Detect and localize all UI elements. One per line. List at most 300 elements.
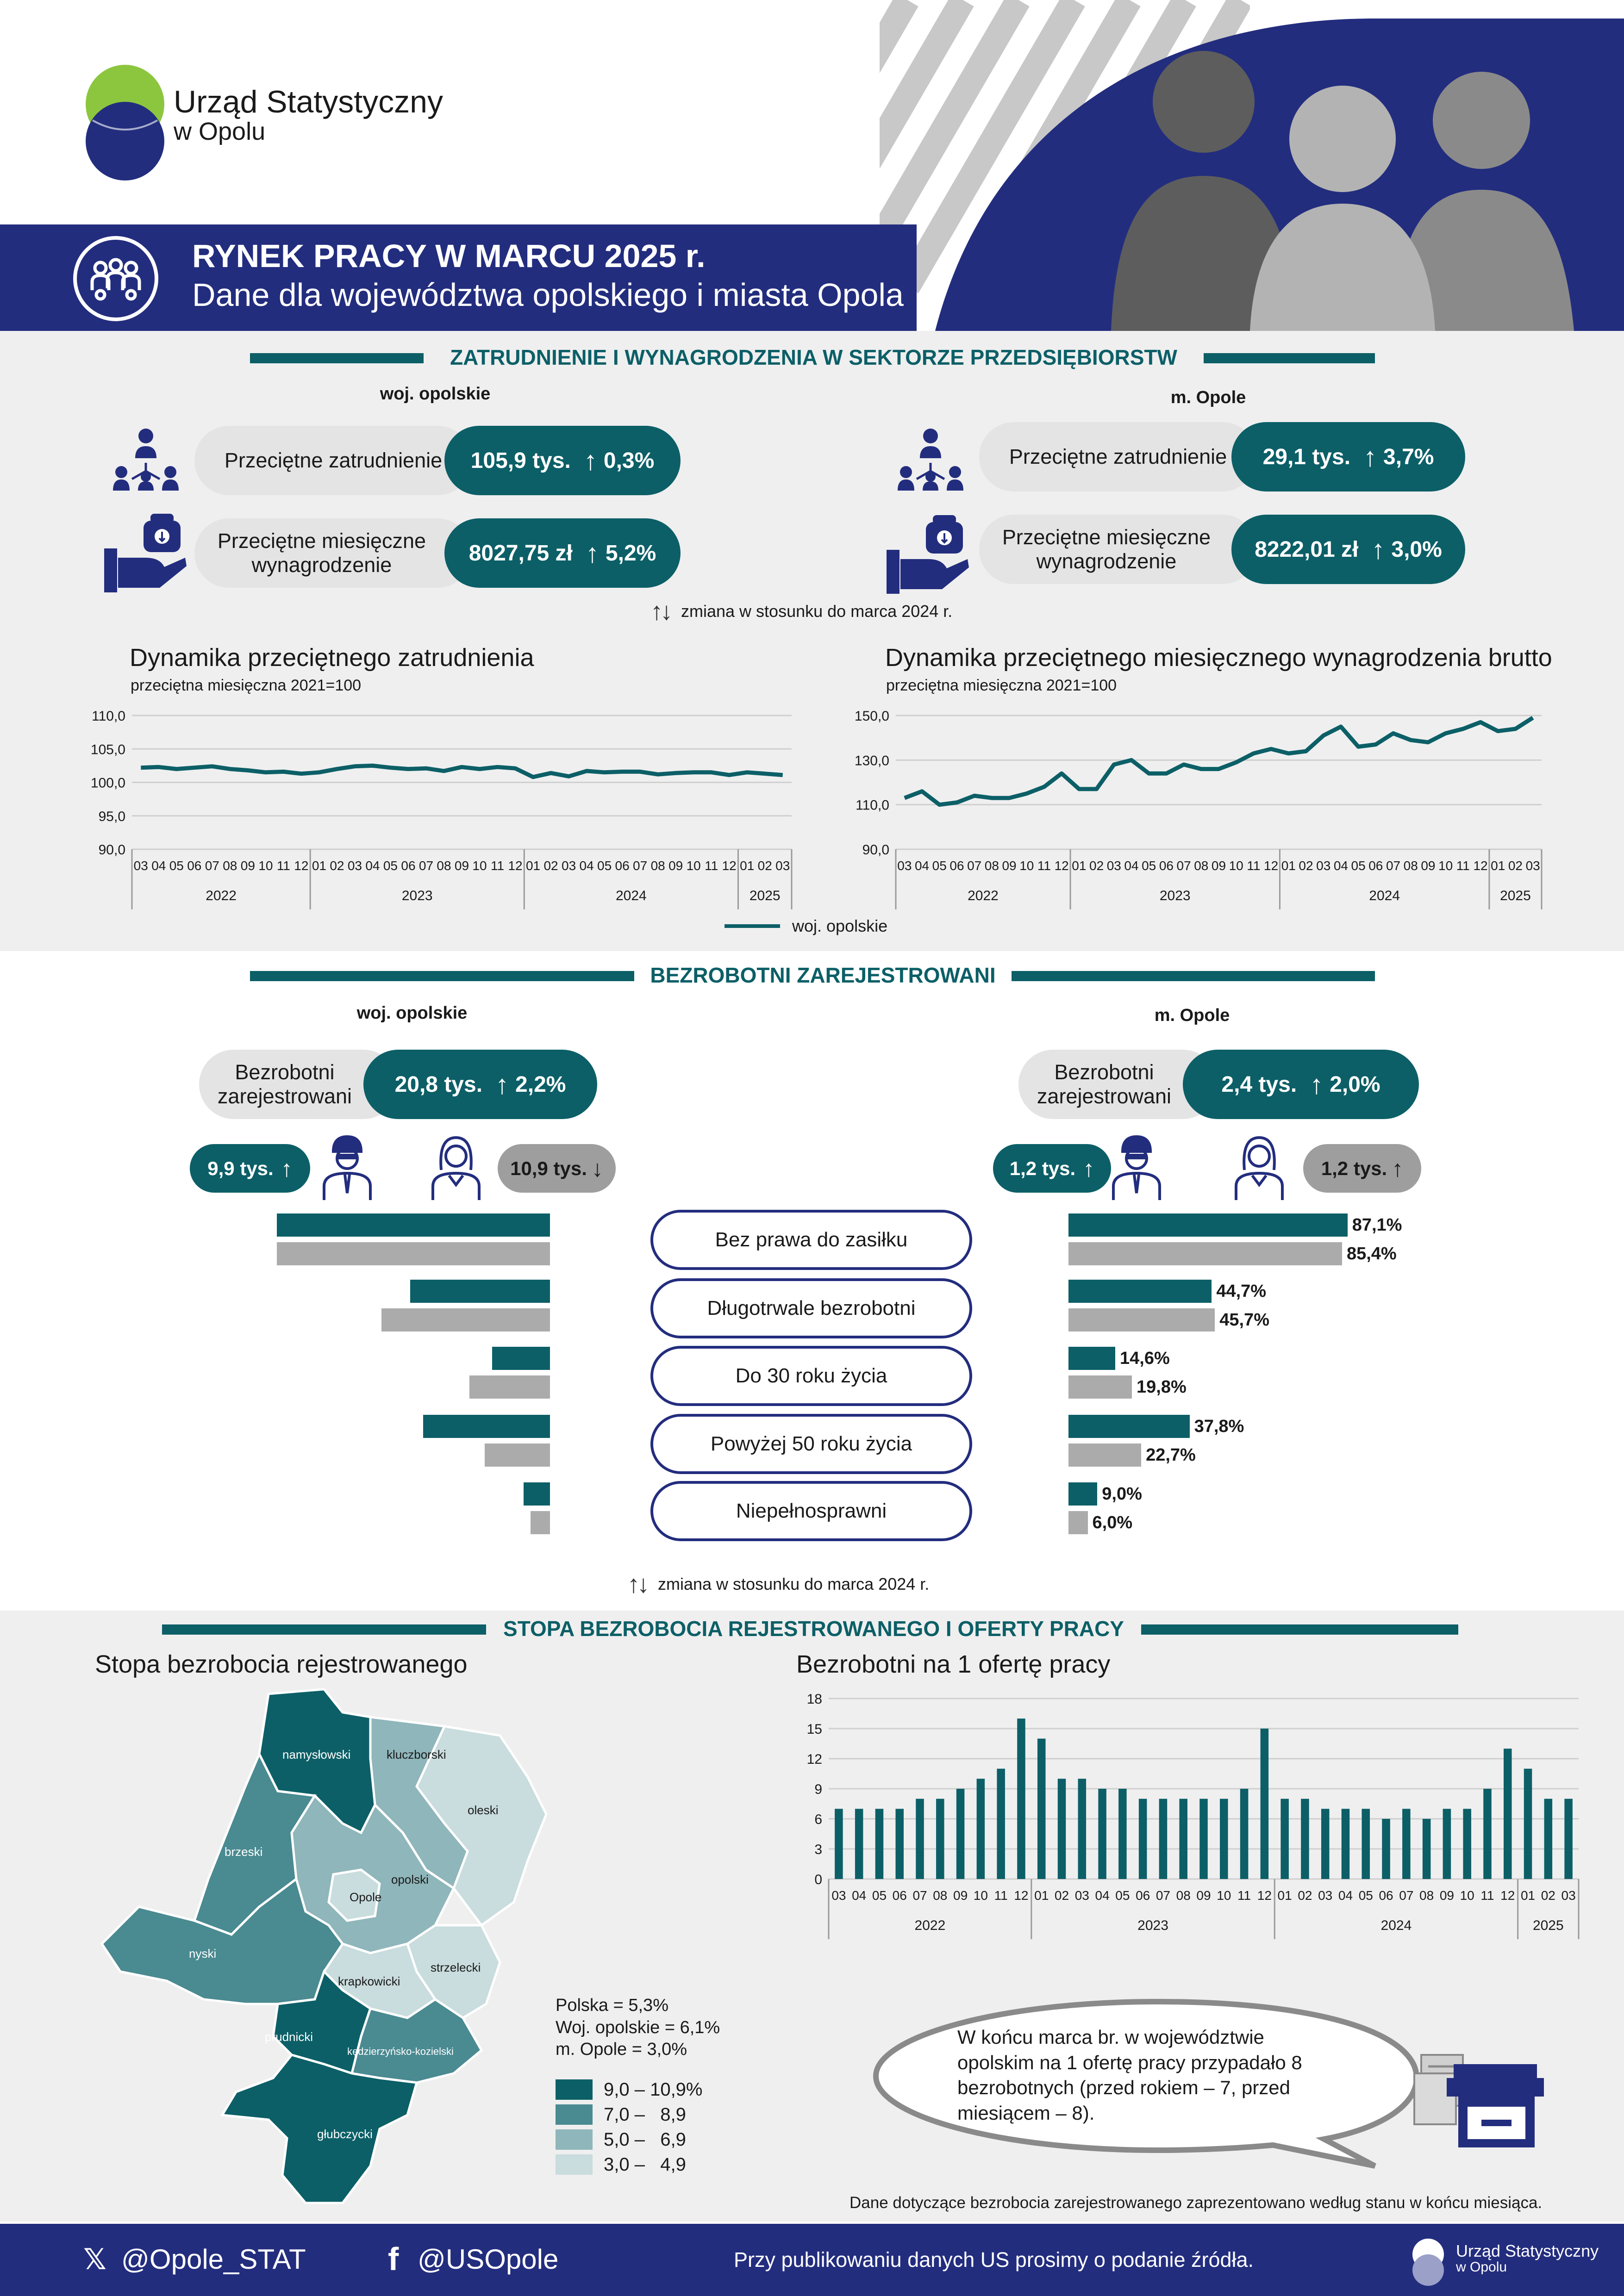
x-tick-label: 07 [967,859,982,873]
x-tick-label: 11 [1247,859,1261,873]
arrow-up-icon: ↑ [281,1155,293,1182]
bar [1068,1308,1215,1332]
x-tick-label: 11 [276,859,290,873]
bar [956,1789,965,1879]
x-icon[interactable]: 𝕏 [83,2244,106,2276]
x-tick-label: 09 [240,859,255,873]
x-tick-label: 08 [650,859,665,873]
employment-value-pill [444,426,681,495]
chart-legend [725,916,887,936]
up-down-arrows-icon: ↑↓ [650,597,670,625]
woman-icon [428,1133,484,1202]
category-pill: Do 30 roku życia [650,1346,972,1406]
year-label: 2023 [1159,888,1191,903]
wage-value: 8222,01 zł [1255,537,1359,562]
x-tick-label: 11 [490,859,505,873]
bar-label: 44,7% [1216,1282,1267,1301]
x-tick-label: 12 [1054,859,1069,873]
map-label: brzeski [225,1845,263,1859]
category-pill: Powyżej 50 roku życia [650,1414,972,1474]
year-label: 2024 [616,888,647,903]
bar [1068,1213,1348,1237]
x-tick-label: 10 [686,859,701,873]
x-tick-label: 07 [633,859,648,873]
bar [485,1444,550,1467]
x-tick-label: 06 [1136,1888,1150,1903]
legend-label: 7,0 – 8,9 [604,2104,686,2125]
bar-label: 85,4% [1346,1244,1397,1263]
x-tick-label: 05 [1358,1888,1373,1903]
category-pill: Długotrwale bezrobotni [650,1278,972,1338]
legend-line-swatch [725,924,780,928]
bar-label: 9,0% [1102,1484,1142,1504]
x-tick-label: 09 [1196,1888,1211,1903]
x-tick-label: 04 [1124,859,1139,873]
legend-swatch [556,2104,593,2125]
map-label: namysłowski [282,1748,351,1761]
chart-title: Dynamika przeciętnego zatrudnienia [130,644,534,672]
x-tick-label: 04 [1338,1888,1353,1903]
employment-label-pill: Przeciętne zatrudnienie [979,422,1257,492]
x-tick-label: 01 [1491,859,1505,873]
year-label: 2025 [1532,1918,1564,1933]
y-tick-label: 9 [814,1782,822,1797]
x-tick-label: 02 [1299,859,1313,873]
map-title: Stopa bezrobocia rejestrowanego [95,1650,468,1678]
x-tick-label: 10 [472,859,487,873]
facebook-icon[interactable]: f [388,2241,399,2277]
county-map [83,1685,583,2217]
bar [1240,1789,1249,1879]
wage-value-pill [1231,515,1465,584]
employment-change: 3,7% [1383,444,1434,469]
x-tick-label: 03 [347,859,362,873]
map-legend [556,2077,703,2177]
x-tick-label: 04 [579,859,594,873]
y-tick-label: 100,0 [90,775,125,791]
map-label: oleski [468,1803,499,1817]
bar [1544,1799,1553,1879]
bar [1118,1789,1127,1879]
map-label: opolski [391,1873,429,1886]
x-tick-label: 09 [668,859,683,873]
x-tick-label: 07 [912,1888,927,1903]
bar [410,1280,550,1303]
series-line [141,765,782,777]
legend-swatch [556,2079,593,2100]
bar [1362,1809,1370,1879]
bar [855,1809,863,1879]
series-line [905,718,1533,805]
x-tick-label: 09 [1439,1888,1454,1903]
y-tick-label: 110,0 [856,797,889,813]
category-pill: Bez prawa do zasiłku [650,1210,972,1270]
x-tick-label: 03 [775,859,790,873]
bar [895,1809,904,1879]
x-tick-label: 07 [1156,1888,1171,1903]
arrow-up-icon: ↑ [585,538,599,568]
women-value: 10,9 tys. [510,1157,587,1179]
arrow-up-icon: ↑ [1392,1155,1404,1182]
x-tick-label: 09 [953,1888,968,1903]
x-tick-label: 08 [223,859,237,873]
employment-change: 0,3% [603,448,655,473]
y-tick-label: 150,0 [854,709,889,724]
employees-icon [111,426,181,495]
x-tick-label: 01 [312,859,326,873]
title-band [0,224,917,331]
x-tick-label: 01 [525,859,541,873]
region-name: m. Opole [1154,1006,1230,1025]
header-photo [935,0,1624,331]
wage-change: 3,0% [1391,537,1442,562]
org-name-line2: w Opolu [174,118,266,146]
employment-line-chart [69,699,806,916]
change-note [650,597,952,626]
x-tick-label: 03 [1318,1888,1333,1903]
bar [1504,1748,1512,1879]
x-tick-label: 06 [401,859,416,873]
legend-row [556,2152,703,2177]
chart-subtitle: przeciętna miesięczna 2021=100 [131,677,362,694]
x-tick-label: 08 [933,1888,948,1903]
gus-logo [83,65,167,180]
x-tick-label: 04 [365,859,380,873]
legend-row [556,2077,703,2102]
x-tick-label: 03 [897,859,912,873]
wage-hand-icon [104,511,187,592]
stat-opole: m. Opole = 3,0% [556,2040,687,2059]
x-tick-label: 12 [1014,1888,1029,1903]
x-tick-label: 03 [1074,1888,1089,1903]
unemployed-label-pill: Bezrobotni zarejestrowani [1018,1050,1218,1119]
year-label: 2024 [1369,888,1400,903]
bar [1159,1799,1168,1879]
x-handle[interactable]: @Opole_STAT [121,2244,306,2275]
bar [1301,1799,1309,1879]
x-tick-label: 04 [1095,1888,1110,1903]
x-tick-label: 10 [973,1888,988,1903]
x-tick-label: 03 [1561,1888,1576,1903]
men-value-pill [190,1144,310,1193]
bar [936,1799,944,1879]
x-tick-label: 08 [1419,1888,1434,1903]
x-tick-label: 05 [872,1888,887,1903]
wage-label-pill: Przeciętne miesięczne wynagrodzenie [979,515,1257,584]
x-tick-label: 11 [1480,1888,1494,1903]
x-tick-label: 01 [1072,859,1087,873]
bar-label: 22,7% [1146,1445,1196,1465]
org-name [174,86,443,145]
bar-label: 6,0% [1092,1513,1133,1532]
employees-icon [896,426,965,495]
x-tick-label: 04 [151,859,166,873]
bar [1483,1789,1492,1879]
legend-label: 9,0 – 10,9% [604,2079,703,2100]
x-tick-label: 01 [1034,1888,1049,1903]
bar [492,1347,550,1370]
arrow-down-icon: ↓ [591,1155,603,1182]
wage-label-pill: Przeciętne miesięczne wynagrodzenie [194,518,472,588]
x-tick-label: 10 [1217,1888,1231,1903]
bar [1463,1809,1471,1879]
report-subtitle: Dane dla województwa opolskiego i miasta Opola [192,277,904,313]
bar [1402,1809,1411,1879]
x-tick-label: 07 [1386,859,1401,873]
x-tick-label: 06 [1159,859,1174,873]
x-tick-label: 06 [615,859,630,873]
chart-subtitle: przeciętna miesięczna 2021=100 [886,677,1117,694]
source-note: Przy publikowaniu danych US prosimy o podanie źródła. [734,2248,1254,2271]
header [0,0,1624,331]
x-tick-label: 09 [1421,859,1436,873]
x-tick-label: 02 [543,859,558,873]
x-tick-label: 06 [187,859,202,873]
map-label: głubczycki [317,2127,373,2141]
title-line [1204,353,1375,363]
bar [277,1242,550,1265]
x-tick-label: 12 [1473,859,1488,873]
facebook-handle[interactable]: @USOpole [418,2244,559,2275]
year-label: 2022 [968,888,999,903]
legend-row [556,2102,703,2127]
bar-label: 19,8% [1137,1377,1187,1397]
bar [1098,1789,1106,1879]
map-label: kluczborski [387,1748,446,1761]
x-tick-label: 10 [258,859,273,873]
bar [1068,1242,1342,1265]
x-tick-label: 10 [1438,859,1453,873]
title-line [1012,971,1375,981]
wage-value: 8027,75 zł [468,541,573,566]
unemployed-change: 2,2% [515,1072,566,1097]
bar [997,1769,1005,1879]
y-tick-label: 15 [806,1722,822,1737]
x-tick-label: 10 [1019,859,1034,873]
man-icon [1109,1133,1164,1202]
y-tick-label: 0 [814,1872,822,1887]
bar [1037,1739,1046,1879]
x-tick-label: 12 [294,859,309,873]
rate-section-title: STOPA BEZROBOCIA REJESTROWANEGO I OFERTY PRACY [503,1617,1124,1641]
x-tick-label: 08 [984,859,999,873]
year-label: 2023 [1137,1918,1168,1933]
x-tick-label: 02 [1508,859,1523,873]
x-tick-label: 05 [1351,859,1366,873]
x-tick-label: 05 [1142,859,1156,873]
x-tick-label: 09 [1211,859,1226,873]
wage-line-chart [833,699,1555,916]
title-line [1141,1624,1458,1635]
x-tick-label: 08 [1403,859,1418,873]
y-tick-label: 12 [806,1752,822,1767]
title-line [162,1624,486,1635]
x-tick-label: 07 [205,859,219,873]
report-title: RYNEK PRACY W MARCU 2025 r. [192,238,706,274]
bar [524,1482,550,1506]
man-icon [319,1133,375,1202]
bar [1321,1809,1330,1879]
bar-label: 87,1% [1352,1215,1402,1235]
arrow-up-icon: ↑ [583,445,597,476]
x-tick-label: 12 [1257,1888,1272,1903]
arrow-up-icon: ↑ [495,1069,509,1100]
x-tick-label: 03 [562,859,576,873]
x-tick-label: 04 [914,859,930,873]
bar-label: 45,7% [1219,1310,1269,1330]
men-value: 9,9 tys. [207,1157,274,1179]
x-tick-label: 11 [1456,859,1470,873]
map-label: prudnicki [265,2030,313,2044]
y-tick-label: 6 [814,1812,822,1827]
y-tick-label: 90,0 [98,842,125,858]
bar [916,1799,924,1879]
y-tick-label: 90,0 [862,842,889,858]
wage-change: 5,2% [605,541,656,566]
offers-bar-chart [768,1685,1593,1958]
bar [977,1779,985,1879]
region-name: woj. opolskie [380,384,491,404]
legend-swatch [556,2129,593,2150]
x-tick-label: 03 [1316,859,1331,873]
bar [1068,1482,1097,1506]
legend-row [556,2127,703,2152]
x-tick-label: 12 [508,859,523,873]
x-tick-label: 03 [133,859,148,873]
bar [277,1213,550,1237]
title-line [250,353,424,363]
bar-label: 14,6% [1120,1349,1170,1368]
x-tick-label: 08 [1194,859,1209,873]
x-tick-label: 01 [1520,1888,1536,1903]
legend-swatch [556,2154,593,2175]
category-pill: Niepełnosprawni [650,1481,972,1541]
y-tick-label: 3 [814,1842,822,1857]
bar [381,1308,550,1332]
legend-label: woj. opolskie [792,916,888,935]
arrow-up-icon: ↑ [1310,1069,1324,1100]
y-tick-label: 105,0 [90,742,125,758]
employment-value: 29,1 tys. [1262,444,1351,469]
women-value-pill [1303,1144,1421,1193]
map-label: krapkowicki [338,1974,400,1988]
title-line [250,971,634,981]
x-tick-label: 12 [1264,859,1279,873]
x-tick-label: 12 [1500,1888,1515,1903]
bar [1261,1729,1269,1879]
bar [1564,1799,1573,1879]
stat-voivodeship: Woj. opolskie = 6,1% [556,2017,720,2037]
x-tick-label: 03 [1106,859,1121,873]
x-tick-label: 02 [1541,1888,1555,1903]
map-label: strzelecki [431,1960,481,1974]
x-tick-label: 06 [892,1888,907,1903]
women-value-pill [498,1144,616,1193]
x-tick-label: 07 [1176,859,1191,873]
x-tick-label: 11 [994,1888,1008,1903]
year-label: 2022 [914,1918,946,1933]
y-tick-label: 95,0 [98,809,125,824]
x-tick-label: 01 [1277,1888,1292,1903]
footnote: Dane dotyczące bezrobocia zarejestrowanego zaprezentowano według stanu w końcu miesiąca. [849,2194,1543,2212]
bar [1068,1511,1088,1534]
change-note [627,1570,929,1599]
map-label: nyski [189,1947,217,1960]
bar [1423,1819,1431,1879]
x-tick-label: 06 [949,859,964,873]
year-label: 2025 [1500,888,1531,903]
employment-label-pill: Przeciętne zatrudnienie [194,426,472,495]
y-tick-label: 18 [806,1692,822,1707]
x-tick-label: 02 [1054,1888,1069,1903]
bar [1068,1415,1190,1438]
bar [1382,1819,1390,1879]
x-tick-label: 08 [437,859,451,873]
y-tick-label: 110,0 [92,709,125,724]
bar [1524,1769,1532,1879]
year-label: 2023 [401,888,433,903]
x-tick-label: 06 [1368,859,1383,873]
bar [1342,1809,1350,1879]
x-tick-label: 11 [705,859,718,873]
x-tick-label: 11 [1237,1888,1251,1903]
unemployed-section-title: BEZROBOTNI ZAREJESTROWANI [650,963,996,987]
x-tick-label: 09 [1002,859,1017,873]
wage-value-pill [444,518,681,588]
bar [835,1809,843,1879]
bar [1017,1718,1025,1879]
x-tick-label: 02 [1089,859,1104,873]
org-name-line1: Urząd Statystyczny [174,84,443,119]
employment-value-pill [1231,422,1465,492]
x-tick-label: 12 [722,859,737,873]
bar [875,1809,884,1879]
bar-label: 37,8% [1194,1417,1244,1436]
bar [1179,1799,1187,1879]
bar [1280,1799,1289,1879]
x-tick-label: 04 [852,1888,867,1903]
x-tick-label: 11 [1037,859,1051,873]
x-tick-label: 04 [1333,859,1348,873]
people-group-icon [72,235,160,323]
employment-section-title: ZATRUDNIENIE I WYNAGRODZENIA W SEKTORZE PRZEDSIĘBIORSTW [450,345,1177,369]
x-tick-label: 01 [740,859,755,873]
woman-icon [1231,1133,1287,1202]
x-tick-label: 05 [597,859,612,873]
map-label: Opole [350,1890,382,1904]
chart-title: Bezrobotni na 1 ofertę pracy [796,1650,1111,1678]
footer-logo-icon [1407,2237,1449,2288]
legend-label: 5,0 – 6,9 [604,2129,686,2150]
x-tick-label: 03 [1525,859,1540,873]
legend-label: 3,0 – 4,9 [604,2154,686,2175]
y-tick-label: 130,0 [854,753,889,769]
x-tick-label: 02 [330,859,344,873]
x-tick-label: 06 [1379,1888,1393,1903]
unemployed-change: 2,0% [1330,1072,1380,1097]
bar [1199,1799,1208,1879]
change-note-text: zmiana w stosunku do marca 2024 r. [658,1574,930,1593]
footer [0,2224,1624,2296]
men-value: 1,2 tys. [1009,1157,1076,1179]
arrow-up-icon: ↑ [1371,534,1385,565]
bar [1068,1347,1115,1370]
x-tick-label: 07 [1399,1888,1414,1903]
unemployed-label-pill: Bezrobotni zarejestrowani [199,1050,398,1119]
footer-logo-line1: Urząd Statystyczny [1456,2241,1599,2260]
footer-logo-text [1456,2242,1599,2274]
bar [1068,1375,1132,1399]
